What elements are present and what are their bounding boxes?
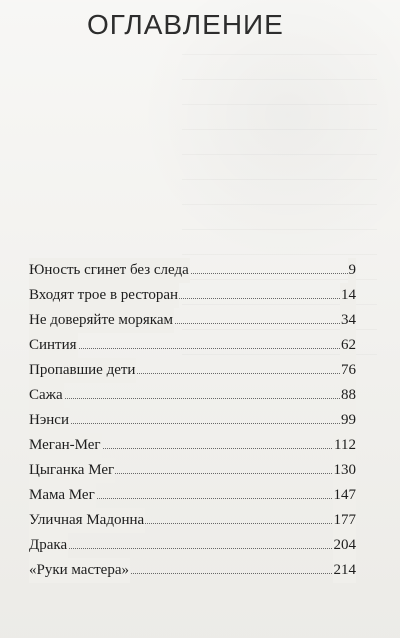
chapter-title: Не доверяйте морякам	[29, 308, 174, 333]
toc-entry	[29, 308, 356, 333]
toc-entry	[29, 333, 356, 358]
chapter-title: Юность сгинет без следа	[29, 258, 190, 283]
toc-entry	[29, 533, 356, 558]
page-number: 14	[340, 283, 356, 308]
page-number: 88	[340, 383, 356, 408]
chapter-title: Пропавшие дети	[29, 358, 136, 383]
chapter-title: Сажа	[29, 383, 64, 408]
page-number: 112	[333, 433, 356, 458]
toc-entry	[29, 358, 356, 383]
chapter-title: Цыганка Мег	[29, 458, 115, 483]
chapter-title: Входят трое в ресторан	[29, 283, 179, 308]
page-number: 130	[333, 458, 357, 483]
chapter-title: Мама Мег	[29, 483, 96, 508]
toc-entry	[29, 558, 356, 583]
page-number: 214	[333, 558, 357, 583]
page-number: 147	[333, 483, 357, 508]
page-title: ОГЛАВЛЕНИЕ	[87, 9, 284, 40]
chapter-title: Нэнси	[29, 408, 70, 433]
show-through-line	[182, 134, 377, 155]
show-through-line	[182, 59, 377, 80]
leader-dots	[29, 548, 356, 549]
chapter-title: Меган-Мег	[29, 433, 102, 458]
page-number: 76	[340, 358, 356, 383]
chapter-title: Синтия	[29, 333, 78, 358]
chapter-title: Драка	[29, 533, 68, 558]
toc-entry	[29, 483, 356, 508]
chapter-title: Уличная Мадонна	[29, 508, 145, 533]
chapter-title: «Руки мастера»	[29, 558, 130, 583]
page-number: 62	[340, 333, 356, 358]
leader-dots	[29, 423, 356, 424]
show-through-line	[182, 159, 377, 180]
show-through-line	[182, 84, 377, 105]
show-through-line	[182, 184, 377, 205]
toc-entry	[29, 258, 356, 283]
toc-entry	[29, 508, 356, 533]
toc-entry	[29, 458, 356, 483]
show-through-line	[182, 109, 377, 130]
leader-dots	[29, 348, 356, 349]
table-of-contents	[29, 258, 356, 583]
show-through-line	[182, 209, 377, 230]
toc-entry	[29, 408, 356, 433]
page-number: 34	[340, 308, 356, 333]
page-number: 99	[340, 408, 356, 433]
page-number: 177	[333, 508, 357, 533]
leader-dots	[29, 398, 356, 399]
show-through-line	[182, 234, 377, 255]
page-number: 204	[333, 533, 357, 558]
toc-entry	[29, 433, 356, 458]
page-number: 9	[348, 258, 357, 283]
toc-entry	[29, 383, 356, 408]
toc-entry	[29, 283, 356, 308]
